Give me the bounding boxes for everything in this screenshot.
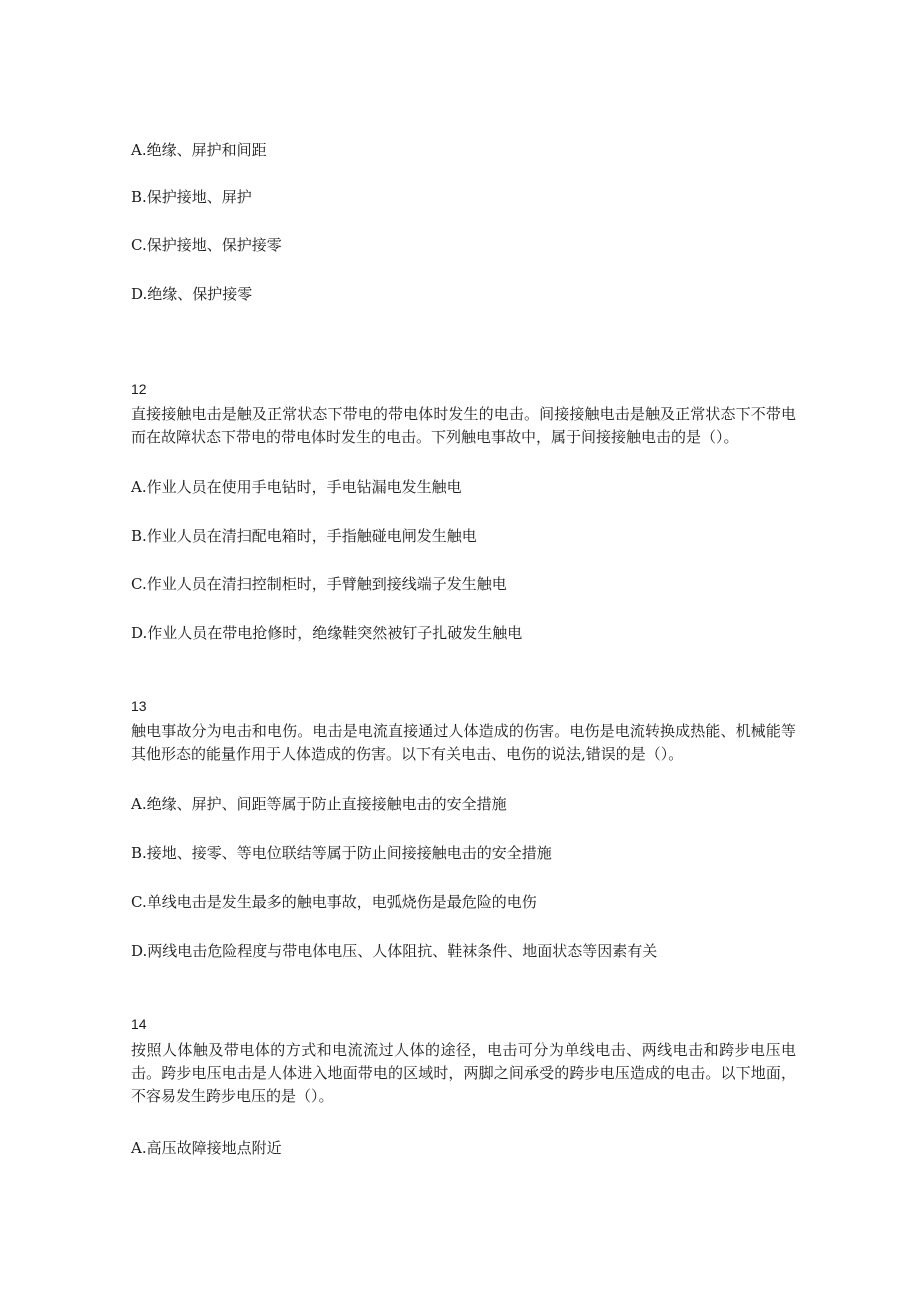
q13-option-b: B.接地、接零、等电位联结等属于防止间接接触电击的安全措施: [131, 844, 552, 862]
q13-option-d: D.两线电击危险程度与带电体电压、人体阻抗、鞋袜条件、地面状态等因素有关: [131, 942, 658, 960]
q12-option-b: B.作业人员在清扫配电箱时，手指触碰电闸发生触电: [131, 527, 477, 545]
prev-option-a: A.绝缘、屏护和间距: [131, 141, 267, 159]
question-number-12: 12: [131, 381, 147, 397]
question-number-13: 13: [131, 698, 147, 714]
question-stem-14: 按照人体触及带电体的方式和电流流过人体的途径，电击可分为单线电击、两线电击和跨步电压电击。跨步电压电击是人体进入地面带电的区域时，两脚之间承受的跨步电压造成的电击。以下地面，不容易发生跨步电压的是（）。: [131, 1041, 796, 1105]
question-stem-13: 触电事故分为电击和电伤。电击是电流直接通过人体造成的伤害。电伤是电流转换成热能、机械能等其他形态的能量作用于人体造成的伤害。以下有关电击、电伤的说法,错误的是（）。: [131, 722, 796, 763]
prev-option-d: D.绝缘、保护接零: [131, 285, 253, 303]
q13-option-a: A.绝缘、屏护、间距等属于防止直接接触电击的安全措施: [131, 795, 507, 813]
question-number-14: 14: [131, 1016, 147, 1032]
q12-option-d: D.作业人员在带电抢修时，绝缘鞋突然被钉子扎破发生触电: [131, 624, 523, 642]
q12-option-c: C.作业人员在清扫控制柜时，手臂触到接线端子发生触电: [131, 575, 507, 593]
question-stem-12: 直接接触电击是触及正常状态下带电的带电体时发生的电击。间接接触电击是触及正常状态下不带电而在故障状态下带电的带电体时发生的电击。下列触电事故中，属于间接接触电击的是（）。: [131, 405, 796, 446]
q12-option-a: A.作业人员在使用手电钻时，手电钻漏电发生触电: [131, 478, 462, 496]
prev-option-b: B.保护接地、屏护: [131, 188, 252, 206]
q13-option-c: C.单线电击是发生最多的触电事故，电弧烧伤是最危险的电伤: [131, 893, 537, 911]
q14-option-a: A.高压故障接地点附近: [131, 1139, 282, 1157]
prev-option-c: C.保护接地、保护接零: [131, 236, 282, 254]
